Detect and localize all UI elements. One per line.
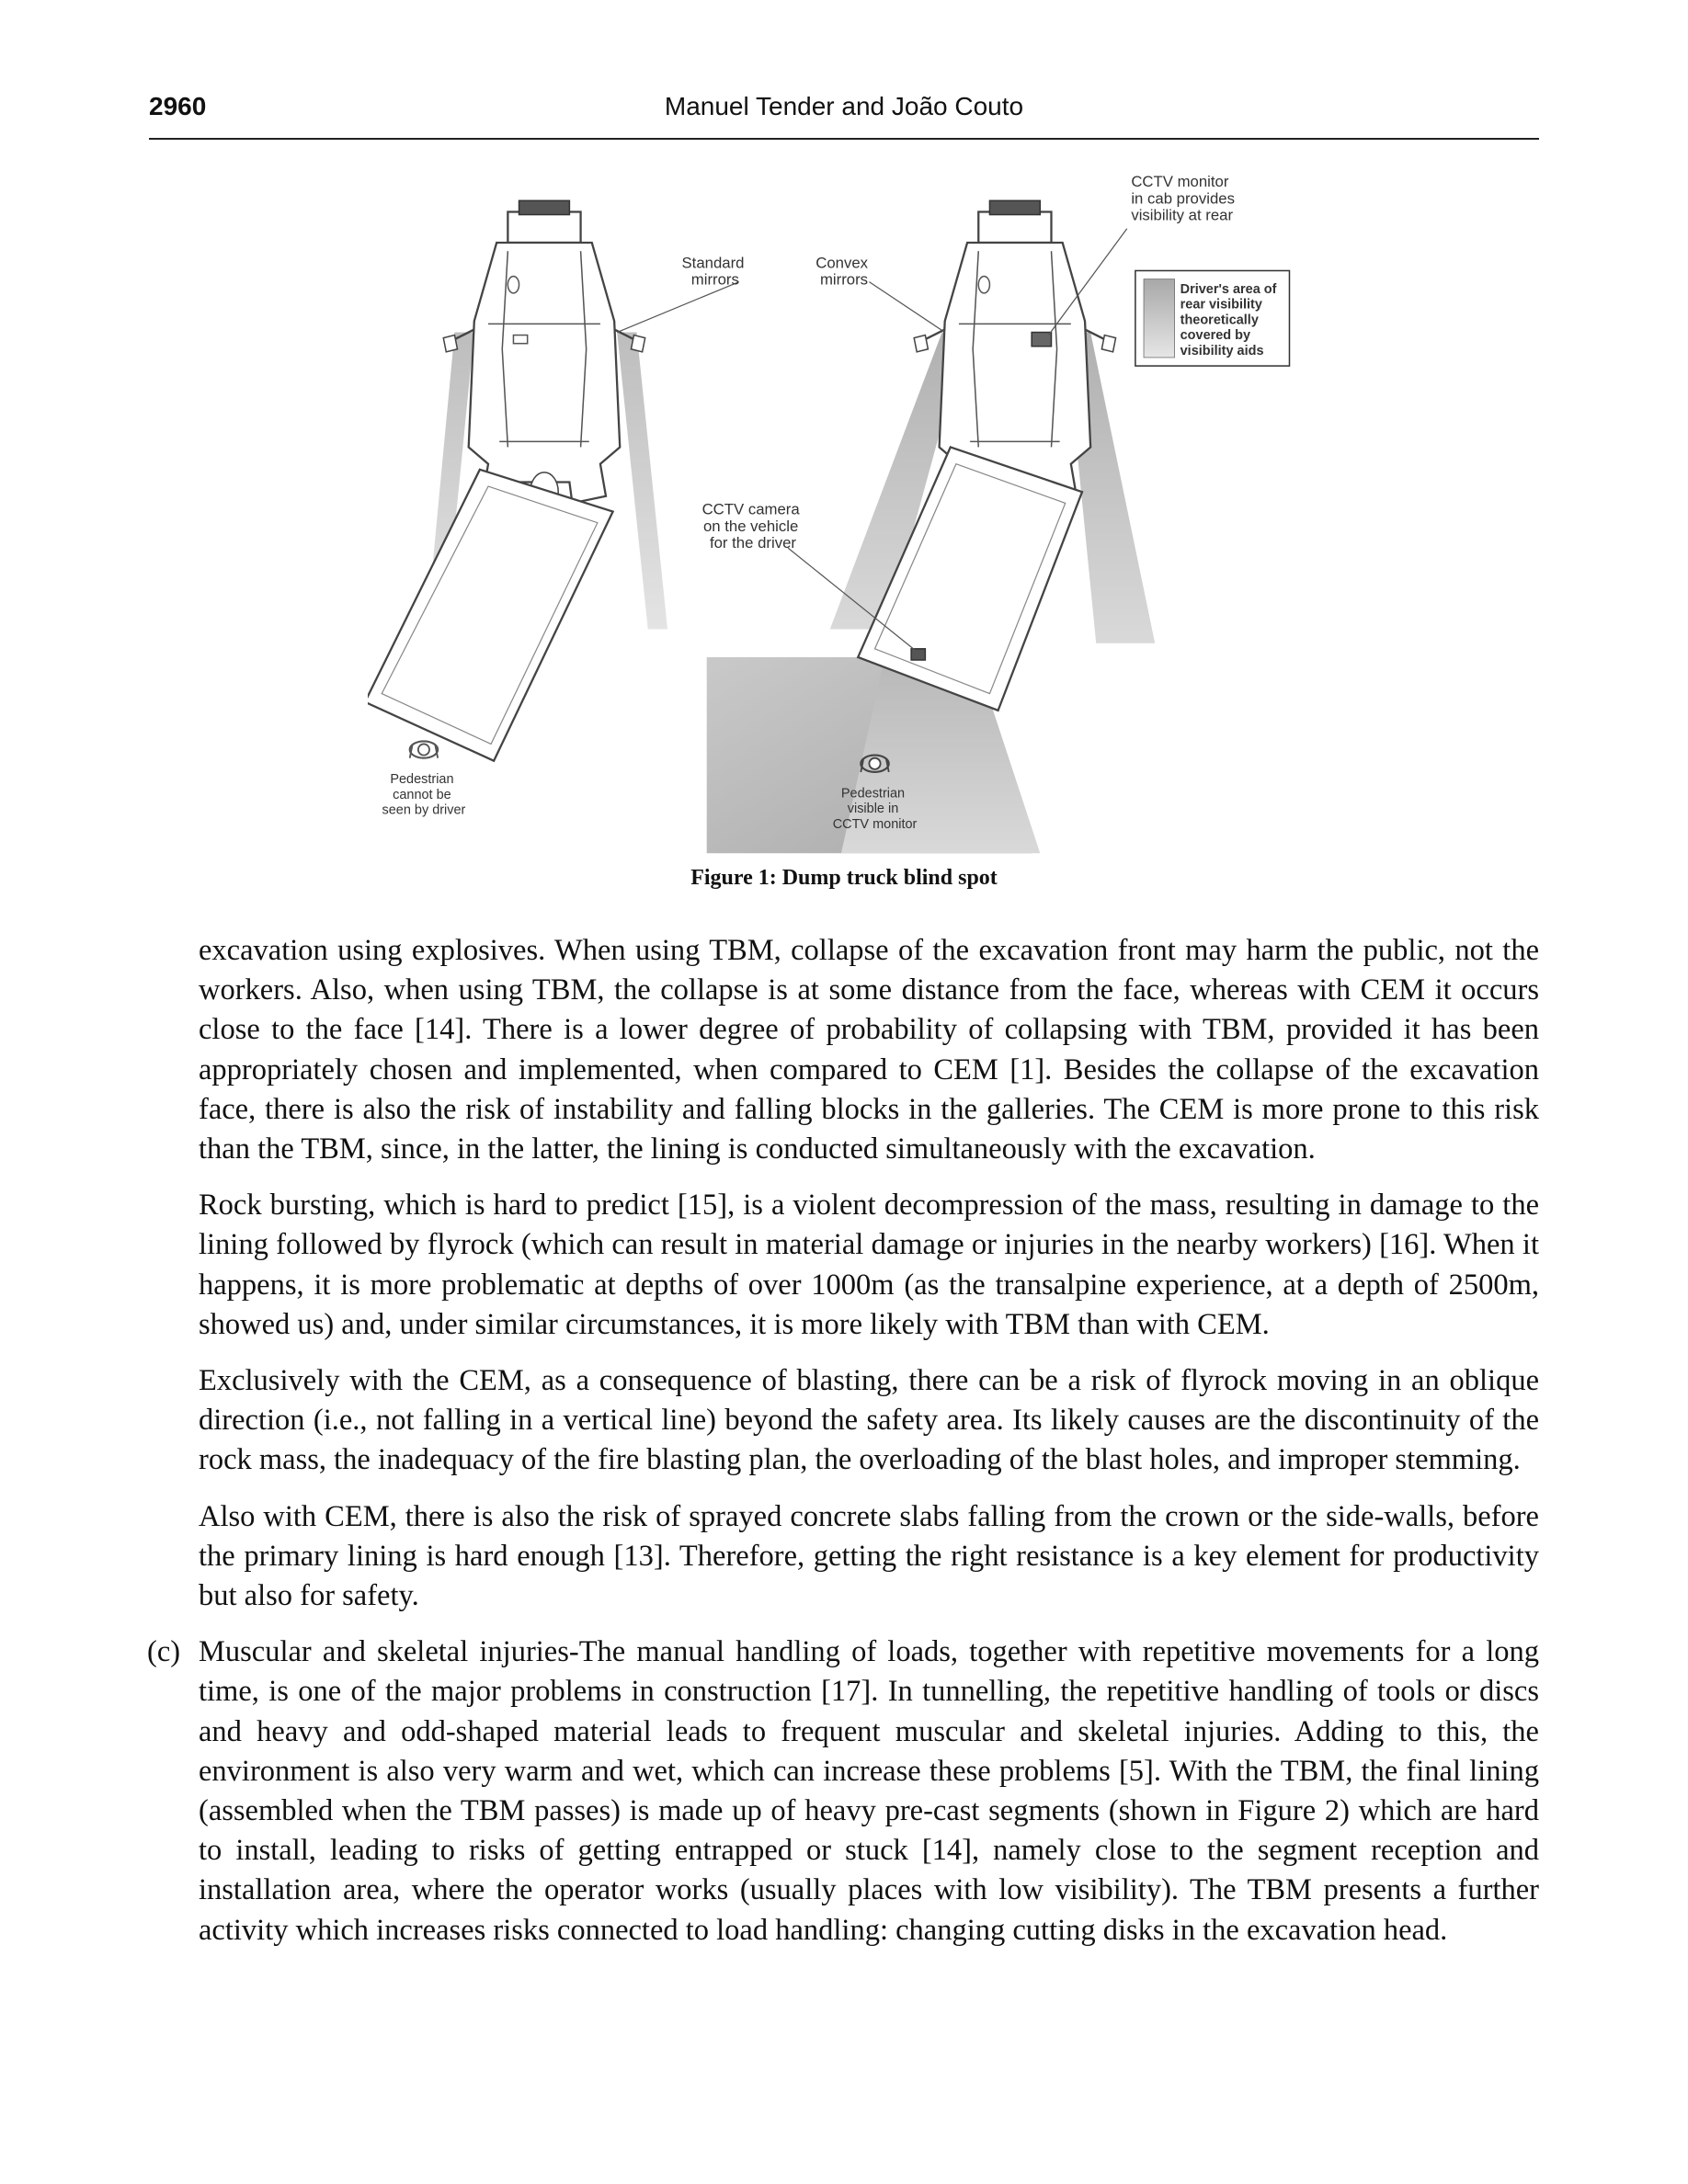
label-ped-left-3: seen by driver: [382, 802, 466, 818]
dump-truck-diagram: [368, 165, 1320, 855]
svg-text:CCTV camera on the vehic: [702, 501, 804, 552]
pedestrian-left-icon: [410, 741, 438, 757]
page-header: [149, 92, 1539, 140]
label-convex-mirrors-2: mirrors: [819, 270, 869, 289]
paragraph-2: Rock bursting, which is hard to predict [15], is a violent decompression of the mass, resulting in damage to the lining followed by flyrock (which can result in material damage or injuries in the nearby workers) [16]. When it happens, it is more problematic at depths of over 1000m (as the transalpine experience, at a depth of 2500m, showed us) and, under similar circumstances, it is more likely with TBM than with CEM.: [199, 1189, 1539, 1341]
label-cctv-camera-3: for the driver: [709, 534, 796, 552]
svg-text:Convex mirrors: [815, 254, 872, 288]
label-standard-mirrors-2: mirrors: [690, 270, 739, 289]
page-number: 2960: [149, 92, 207, 120]
legend-line-1: Driver's area of: [1180, 281, 1277, 297]
svg-text:CCTV monitor in cab prov: [1131, 173, 1238, 224]
left-trailer: [368, 470, 613, 761]
legend-line-2: rear visibility: [1180, 297, 1262, 313]
label-cctv-camera-1: CCTV camera: [701, 500, 800, 518]
legend-swatch: [1144, 279, 1175, 358]
paragraph-1: excavation using explosives. When using TBM, collapse of the excavation front may harm the public, not the workers. Also, when using TBM, the collapse is at some distance from the face, whereas with CEM it occurs close to the face [14]. There is a lower degree of probability of collapsing with TBM, provided it has been appropriately chosen and implemented, when compared to CEM [1]. Besides the collapse of the excavation face, there is also the risk of instability and falling blocks in the galleries. The CEM is more prone to this risk than the TBM, since, in the latter, the lining is conducted simultaneously with the excavation.: [199, 934, 1539, 1166]
label-convex-mirrors-1: Convex: [815, 254, 869, 272]
paragraph-4: Also with CEM, there is also the risk of sprayed concrete slabs falling from the crown or the side-walls, before the primary lining is hard enough [13]. Therefore, getting the right resistance is a key element for productivity but also for safety.: [199, 1499, 1539, 1613]
label-standard-mirrors-1: Standard: [681, 254, 745, 272]
label-cctv-monitor-3: visibility at rear: [1131, 206, 1234, 224]
list-marker: (c): [147, 1635, 181, 1669]
legend-line-5: visibility aids: [1180, 343, 1264, 358]
label-ped-right-3: CCTV monitor: [832, 816, 918, 832]
label-cctv-monitor-1: CCTV monitor: [1131, 173, 1229, 191]
label-ped-right-1: Pedestrian: [840, 786, 906, 802]
cctv-camera-icon: [911, 649, 925, 660]
label-cctv-monitor-2: in cab provides: [1131, 189, 1235, 208]
body-text: [147, 931, 1539, 1967]
list-item-text: Muscular and skeletal injuries-The manual handling of loads, together with repetitive movements for a long time, is one of the major problems in construction [17]. In tunnelling, the repetitive handling of tools or discs and heavy and odd-shaped material leads to frequent muscular and skeletal injuries. Adding to this, the environment is also very warm and wet, which can increase these problems [5]. With the TBM, the final lining (assembled when the TBM passes) is made up of heavy pre-cast segments (shown in Figure 2) which are hard to install, leading to risks of getting entrapped or stuck [14], namely close to the segment reception and installation area, where the operator works (usually places with low visibility). The TBM presents a further activity which increases risks connected to load handling: changing cutting disks in the excavation head.: [199, 1635, 1539, 1947]
left-mirror-view-right: [617, 333, 667, 630]
figure-legend: [1135, 270, 1290, 366]
running-head: Manuel Tender and João Couto: [664, 92, 1024, 120]
left-truck: [368, 200, 667, 760]
label-ped-left-2: cannot be: [393, 787, 451, 802]
dump-truck-figure: [368, 165, 1320, 855]
paragraph-3: Exclusively with the CEM, as a consequence of blasting, there can be a risk of flyrock moving in an oblique direction (i.e., not falling in a vertical line) beyond the safety area. Its likely causes are the discontinuity of the rock mass, the inadequacy of the fire blasting plan, the overloading of the blast holes, and improper stemming.: [199, 1364, 1539, 1477]
legend-line-4: covered by: [1180, 328, 1251, 344]
legend-line-3: theoretically: [1180, 313, 1259, 328]
figure-caption: Figure 1: Dump truck blind spot: [690, 866, 998, 890]
label-cctv-camera-2: on the vehicle: [702, 517, 799, 535]
svg-text:Pedestrian cannot be: [382, 772, 466, 818]
list-item-c: [147, 1632, 1539, 1951]
label-ped-right-2: visible in: [847, 802, 899, 817]
label-ped-left-1: Pedestrian: [390, 772, 454, 788]
svg-text:Standard mirrors: [682, 254, 749, 288]
